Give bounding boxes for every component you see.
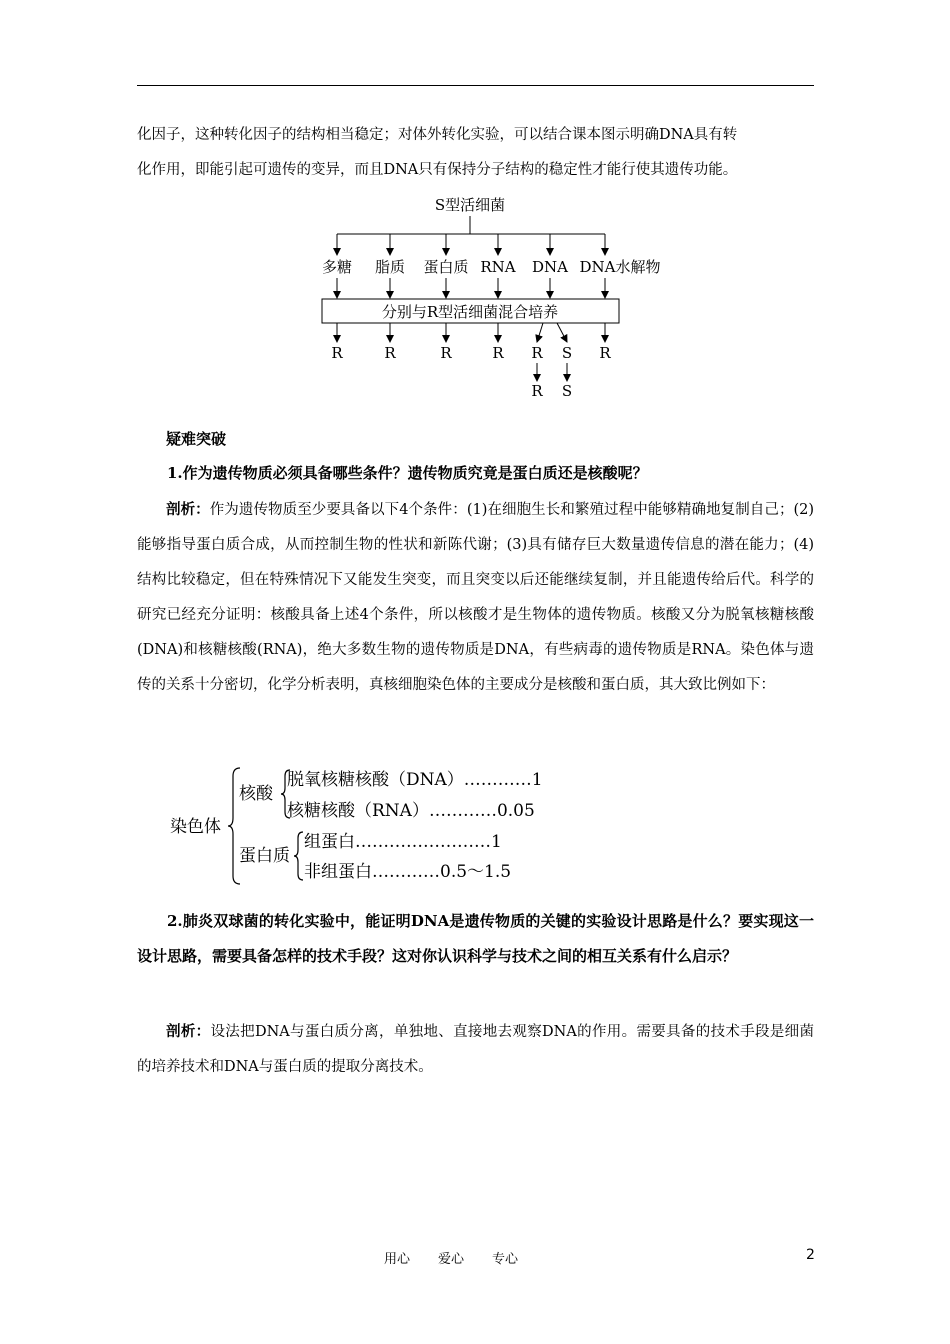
substance-dna: DNA: [532, 258, 568, 276]
histone-ratio: 组蛋白……………………1: [304, 832, 502, 852]
dna-ratio: 脱氧核糖核酸（DNA）…………1: [287, 770, 543, 790]
answer-2: [137, 1014, 814, 1085]
intro-line-2: 化作用，即能引起可遗传的变异，而且DNA只有保持分子结构的稳定性才能行使其遗传功能。: [137, 162, 738, 178]
answer-2-label: 剖析：: [166, 1023, 211, 1040]
substance-dna-hydrolysate: DNA水解物: [579, 258, 661, 276]
rna-ratio: 核糖核酸（RNA）…………0.05: [287, 801, 535, 821]
answer-1-text: 作为遗传物质至少要具备以下4个条件：(1)在细胞生长和繁殖过程中能够精确地复制自己；(2)能够指导蛋白质合成，从而控制生物的性状和新陈代谢；(3)具有储存巨大数量遗传信息的潜在能力；(4)结构比较稳定，但在特殊情况下又能发生突变，而且突变以后还能继续复制，并且能遗传给后代。科学的研究已经充分证明：核酸具备上述4个条件，所以核酸才是生物体的遗传物质。核酸又分为脱氧核糖核酸(DNA)和核糖核酸(RNA)，绝大多数生物的遗传物质是DNA，有些病毒的遗传物质是RNA。染色体与遗传的关系十分密切，化学分析表明，真核细胞染色体的主要成分是核酸和蛋白质，其大致比例如下：: [137, 502, 814, 693]
footer-item-3: 专心: [492, 1252, 519, 1267]
page-number: 2: [806, 1247, 815, 1263]
result-dna-s: S: [561, 344, 573, 362]
chromosome-root-label: 染色体: [170, 817, 221, 837]
answer-2-text: 设法把DNA与蛋白质分离，单独地、直接地去观察DNA的作用。需要具备的技术手段是细菌的培养技术和DNA与蛋白质的提取分离技术。: [137, 1024, 815, 1075]
answer-1-label: 剖析：: [166, 501, 210, 518]
intro-line-1: 化因子，这种转化因子的结构相当稳定；对体外转化实验，可以结合课本图示明确DNA具有转: [137, 127, 738, 143]
result-polysaccharide: R: [331, 344, 343, 362]
second-result-s: S: [561, 382, 573, 400]
nucleic-acid-label: 核酸: [239, 784, 273, 804]
substance-lipid: 脂质: [374, 258, 406, 276]
result-dna-hydrolysate: R: [599, 344, 611, 362]
question-1: 1.作为遗传物质必须具备哪些条件？遗传物质究竟是蛋白质还是核酸呢？: [167, 464, 648, 482]
footer-motto: [384, 1248, 546, 1267]
protein-label: 蛋白质: [239, 846, 290, 866]
mix-culture-label: 分别与R型活细菌混合培养: [381, 303, 559, 321]
s-type-bacteria-label: S型活细菌: [434, 196, 506, 214]
question-2: 2.肺炎双球菌的转化实验中，能证明DNA是遗传物质的关键的实验设计思路是什么？要实现这一设计思路，需要具备怎样的技术手段？这对你认识科学与技术之间的相互关系有什么启示？: [137, 912, 814, 965]
substance-polysaccharide: 多糖: [321, 258, 353, 276]
substance-rna: RNA: [480, 258, 516, 276]
result-lipid: R: [384, 344, 396, 362]
substance-protein: 蛋白质: [423, 258, 469, 276]
result-rna: R: [492, 344, 504, 362]
footer-item-2: 爱心: [438, 1252, 465, 1267]
nonhistone-ratio: 非组蛋白…………0.5～1.5: [304, 862, 512, 882]
section-heading: 疑难突破: [166, 430, 227, 448]
result-dna-r: R: [531, 344, 543, 362]
footer-item-1: 用心: [384, 1252, 411, 1267]
second-result-r: R: [531, 382, 543, 400]
result-protein: R: [440, 344, 452, 362]
